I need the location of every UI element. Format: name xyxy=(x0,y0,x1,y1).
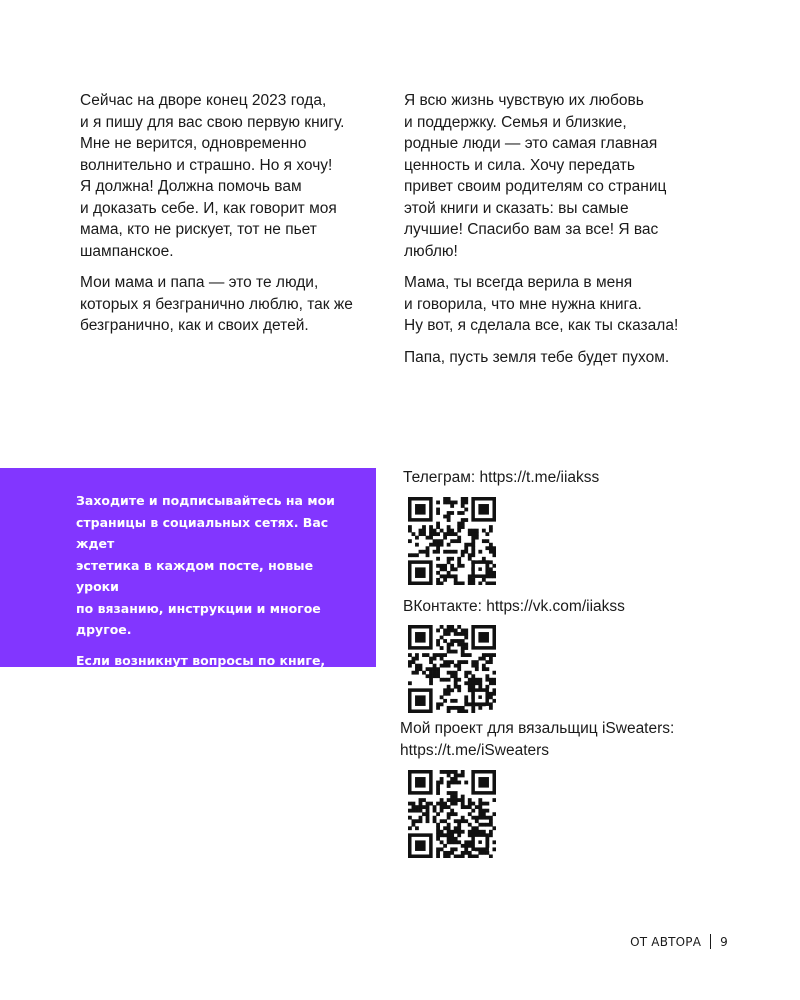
page-footer xyxy=(630,934,728,949)
section-title: ОТ АВТОРА xyxy=(630,934,702,949)
isweaters-link[interactable]: Мой проект для вязальщиц iSweaters: https://t.me/iSweaters xyxy=(400,720,675,759)
page-number: 9 xyxy=(720,934,728,949)
isweaters-qr-code-icon[interactable] xyxy=(408,770,496,858)
right-text-column xyxy=(404,90,704,378)
telegram-link[interactable]: Телеграм: https://t.me/iiakss xyxy=(403,469,600,486)
vk-qr-code-icon[interactable] xyxy=(408,625,496,713)
paragraph: Папа, пусть земля тебе будет пухом. xyxy=(404,348,670,366)
promo-text: Заходите и подписывайтесь на мои страницы в социальных сетях. Вас ждет эстетика в каждом посте, новые уроки по вязанию, инструкции и многое другое. xyxy=(76,493,335,637)
paragraph: Мама, ты всегда верила в меня и говорила, что мне нужна книга. Ну вот, я сделала все, как ты сказала! xyxy=(404,274,679,334)
promo-text: Если возникнут вопросы по книге, вы всегда сможете задать их на любой из страниц: xyxy=(76,652,326,732)
vk-link[interactable]: ВКонтакте: https://vk.com/iiakss xyxy=(403,598,625,615)
paragraph: Мои мама и папа — это те люди, которых я безгранично люблю, так же безгранично, как и своих детей. xyxy=(80,274,353,334)
telegram-qr-code-icon[interactable] xyxy=(408,497,496,585)
footer-divider xyxy=(710,934,711,949)
social-promo-box xyxy=(0,468,376,732)
paragraph: Сейчас на дворе конец 2023 года, и я пишу для вас свою первую книгу. Мне не верится, одновременно волнительно и страшно. Но я хочу! Я должна! Должна помочь вам и доказать себе. И, как говорит моя мама, кто не рискует, тот не пьет шампанское. xyxy=(80,92,345,260)
paragraph: Я всю жизнь чувствую их любовь и поддержку. Семья и близкие, родные люди — это самая главная ценность и сила. Хочу передать привет своим родителям со страниц этой книги и сказать: вы самые лучшие! Спасибо вам за все! Я вас люблю! xyxy=(404,92,667,260)
left-text-column xyxy=(80,90,380,347)
